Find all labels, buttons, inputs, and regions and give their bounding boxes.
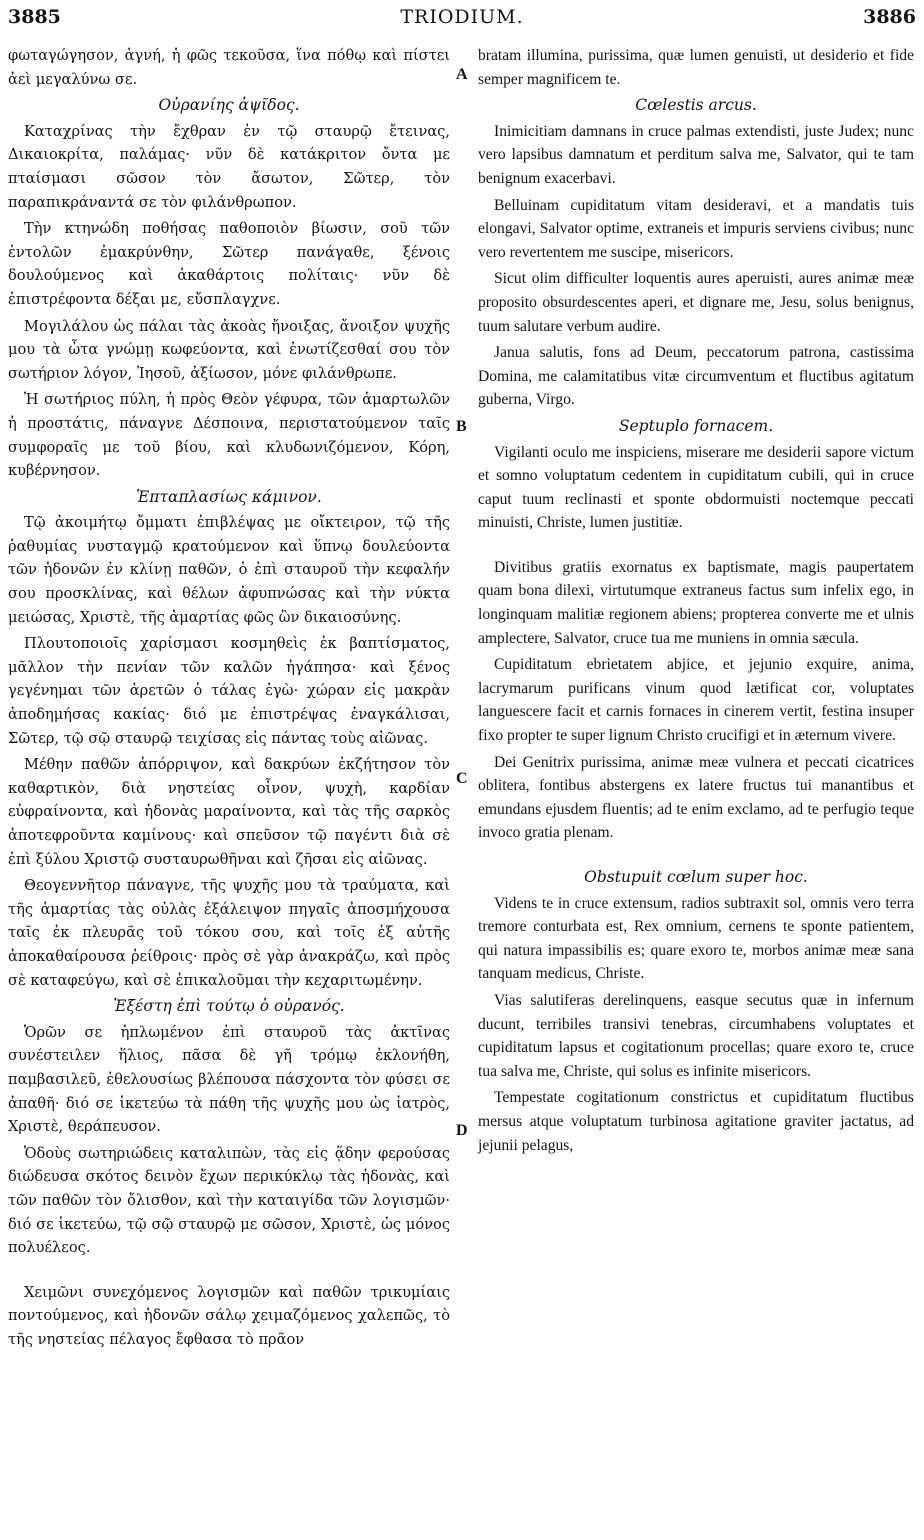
paragraph-gap bbox=[478, 538, 914, 556]
greek-paragraph: Ἡ σωτήριος πύλη, ἡ πρὸς Θεὸν γέφυρα, τῶν ἁμαρτωλῶν ἡ προστάτις, πάναγνε Δέσποινα, περιστατούμενον ταῖς συμφοραῖς με τοῦ βίου, καὶ κλυδωνιζόμενον, Κόρη, κυβέρνησον. bbox=[8, 391, 450, 480]
greek-paragraph: Τῷ ἀκοιμήτῳ ὄμματι ἐπιβλέψας με οἴκτειρον, τῷ τῆς ῥαθυμίας νυσταγμῷ κρατούμενον καὶ ὕπνῳ δουλεύοντα τῶν ἡδονῶν ἐν κλίνῃ παθῶν, ὁ ἐπὶ σταυροῦ τὴν κεφαλήν σου προσκλίνας, καὶ θέλων ἀφυπνώσας καὶ τὴν νύκτα μειώσας, Χριστὲ, τῆς ἁμαρτίας φῶς ὢν δικαιοσύνης. bbox=[8, 514, 450, 626]
section-marker-d: D bbox=[456, 1122, 468, 1139]
section-marker-a: A bbox=[456, 66, 468, 83]
latin-paragraph: Sicut olim difficulter loquentis aures aperuisti, aures animæ meæ proposito obsurdescentes aperi, et dignare me, Jesu, solus benignus, tuum salutare verbum audire. bbox=[478, 270, 914, 335]
page-header bbox=[0, 6, 924, 36]
greek-paragraph: Ὁδοὺς σωτηριώδεις καταλιπὼν, τὰς εἰς ᾅδην φερούσας διώδευσα σκότος δεινὸν ἔχων περικύκλῳ τὰς ἡδονὰς, καὶ τῶν παθῶν τὸν ὄλισθον, καὶ τὴν καταιγίδα τῶν λογισμῶν· διό σε ἱκετεύω, τῷ σῷ σταυρῷ με σῶσον, Χριστὲ, ὡς μόνος πολυέλεος. bbox=[8, 1144, 450, 1257]
latin-heading: Obstupuit cœlum super hoc. bbox=[584, 868, 808, 886]
latin-paragraph: Vigilanti oculo me inspiciens, miserare me desiderii sapore victum et somno voluptatum cedentem in cupiditatum cubili, qui in cruce caput tuum reclinasti et sponte obdormuisti noctemque peccati minuisti, Christe, lumen justitiæ. bbox=[478, 443, 914, 532]
section-marker-b: B bbox=[456, 418, 467, 435]
greek-paragraph: Καταχρίνας τὴν ἔχθραν ἐν τῷ σταυρῷ ἔτεινας, Δικαιοκρίτα, παλάμας· νῦν δὲ κατάκριτον ὄντα με πταίσμασι σῶσον τὸν ἄσωτον, Σῶτερ, τὸν παραπικράναντά σε τὸν φιλάνθρωπον. bbox=[8, 122, 450, 211]
paragraph-gap bbox=[8, 1263, 450, 1281]
latin-paragraph: Vias salutiferas derelinquens, easque secutus quæ in infernum ducunt, terribiles transivi tenebras, circumhabens voluptates et cupiditatum lapsus et cogitationum procellas; quare exoro te, cruce tua salva me, Christe, qui solus es infinite misericors. bbox=[478, 991, 914, 1080]
latin-heading: Cœlestis arcus. bbox=[635, 96, 757, 115]
latin-paragraph: Dei Genitrix purissima, animæ meæ vulnera et peccati cicatrices oblitera, fontibus abstergens ex latere fructus tui manantibus et emundans ejusdem fluentis; ad te enim exclamo, ad te perfugio teque invoco gratia plenam. bbox=[478, 753, 914, 842]
greek-column bbox=[8, 44, 450, 1354]
page-number-right: 3886 bbox=[863, 6, 916, 28]
page-number-left: 3885 bbox=[8, 6, 61, 28]
latin-paragraph: bratam illumina, purissima, quæ lumen genuisti, ut desiderio et fide semper magnificem te. bbox=[478, 47, 914, 88]
section-marker-c: C bbox=[456, 770, 468, 787]
latin-paragraph: Cupiditatum ebrietatem abjice, et jejunio exquire, anima, lacrymarum purificans vinum quod lætificat cor, voluptates languescere facit et carnis fornaces in cinerem vertit, festina insuper fixo propter te super lignum Christo crucifigi et in æternum vivere. bbox=[478, 656, 914, 745]
latin-column bbox=[478, 44, 914, 1160]
greek-paragraph: Χειμῶνι συνεχόμενος λογισμῶν καὶ παθῶν τρικυμίαις ποντούμενος, καὶ ἡδονῶν σάλῳ χειμαζόμενος χαλεπῶς, τὸ τῆς νηστείας πέλαγος ἔφθασα τὸ πρᾶον bbox=[8, 1283, 450, 1348]
greek-paragraph: φωταγώγησον, ἁγνή, ἡ φῶς τεκοῦσα, ἵνα πόθῳ καὶ πίστει ἀεὶ μεγαλύνω σε. bbox=[8, 47, 450, 88]
latin-paragraph: Belluinam cupiditatum vitam desideravi, et a mandatis tuis elongavi, Salvator optime, extraneis et impuris serviens civibus; nunc vero revertentem me suscipe, misericors. bbox=[478, 196, 914, 261]
latin-heading: Septuplo fornacem. bbox=[618, 416, 774, 435]
latin-paragraph: Inimicitiam damnans in cruce palmas extendisti, juste Judex; nunc vero lapsibus damnatum et perditum salva me, Salvator, qui te tam benignum exacerbavi. bbox=[478, 122, 914, 187]
latin-paragraph: Videns te in cruce extensum, radios subtraxit sol, omnis vero terra tremore conturbata est, Rex omnium, cernens te sponte patientem, qui natura impassibilis es; quare exoro te, morbos animæ meæ sana tanquam medicus, Christe. bbox=[478, 894, 914, 983]
greek-heading: Οὐρανίης ἀψῖδος. bbox=[158, 96, 300, 115]
latin-paragraph: Janua salutis, fons ad Deum, peccatorum patrona, castissima Domina, me calamitatibus vitæ circumventum et fluctibus agitatum guberna, Virgo. bbox=[478, 344, 914, 409]
latin-paragraph: Tempestate cogitationum constrictus et cupiditatum fluctibus mersus atque voluptatum turbinosa agitatione graviter jactatus, ad jejunii pelagus, bbox=[478, 1089, 914, 1154]
greek-paragraph: Μέθην παθῶν ἀπόρριψον, καὶ δακρύων ἐκζήτησον τὸν καθαρτικὸν, διὰ νηστείας οἶνον, ψυχὴ, καρδίαν εὐφραίνοντα, καὶ ἡδονὰς μαραίνοντα, καὶ τὰς τῆς σαρκὸς ἀποτεφροῦντα καμίνους· καὶ σπεῦσον τῷ παγέντι διὰ σὲ ἐπὶ ξύλου Χριστῷ συσταυρωθῆναι καὶ ζῆσαι εἰς αἰῶνας. bbox=[8, 756, 450, 868]
greek-paragraph: Μογιλάλου ὡς πάλαι τὰς ἀκοὰς ἤνοιξας, ἄνοιξον ψυχῆς μου τὰ ὦτα γνώμῃ κωφεύοντα, καὶ ἐνωτίζεσθαί σου τὸν σωτήριον λόγον, Ἰησοῦ, ἀξίωσον, μόνε φιλάνθρωπε. bbox=[8, 317, 450, 382]
greek-paragraph: Πλουτοποιοῖς χαρίσμασι κοσμηθεὶς ἐκ βαπτίσματος, μᾶλλον τὴν πενίαν τῶν καλῶν ἠγάπησα· καὶ ξένος γεγένημαι τῶν ἀρετῶν ὁ τάλας ἐγὼ· χώραν εἰς μακρὰν ἀποδημήσας κακίας· διό με ἐπιστρέψας ἐναγκάλισαι, Σῶτερ, τῷ σῷ σταυρῷ τειχίσας εἰς πάντας τοὺς αἰῶνας. bbox=[8, 635, 450, 747]
greek-heading: Ἑπταπλασίως κάμινον. bbox=[136, 487, 322, 506]
paragraph-gap bbox=[478, 848, 914, 866]
greek-paragraph: Θεογεννῆτορ πάναγνε, τῆς ψυχῆς μου τὰ τραύματα, καὶ τῆς ἁμαρτίας τὰς οὐλὰς ἐξάλειψον πηγαῖς ἀποσμήχουσα ταῖς ἐκ πλευρᾶς τοῦ τόκου σου, καὶ τοῖς ἐξ αὐτῆς ἀποκαθαίρουσα ῥείθροις· πρὸς σὲ γὰρ ἀνακράζω, καὶ πρὸς σὲ καταφεύγω, καὶ σὲ ἐπικαλοῦμαι τὴν κεχαριτωμένην. bbox=[8, 877, 450, 989]
greek-heading: Ἐξέστη ἐπὶ τούτῳ ὁ οὐρανός. bbox=[113, 997, 345, 1016]
greek-paragraph: Τὴν κτηνώδη ποθήσας παθοποιὸν βίωσιν, σοῦ τῶν ἐντολῶν ἐμακρύνθην, Σῶτερ πανάγαθε, ξένοις δουλούμενος καὶ ἀκαθάρτοις πολίταις· νῦν δὲ ἐπιστρέφοντα δέξαι με, εὔσπλαγχνε. bbox=[8, 220, 450, 308]
running-title: TRIODIUM. bbox=[400, 6, 524, 28]
latin-paragraph: Divitibus gratiis exornatus ex baptismate, magis paupertatem quam bona dilexi, virtutumque extraneus factus sum infelix ego, in longinquam malitiæ regionem abiens; propterea converte me et ulnis amplectere, Salvator, cruce tua me muniens in omnia sæcula. bbox=[478, 558, 914, 647]
greek-paragraph: Ὁρῶν σε ἡπλωμένον ἐπὶ σταυροῦ τὰς ἀκτῖνας συνέστειλεν ἥλιος, πᾶσα δὲ γῆ τρόμῳ ἐκλονήθη, παμβασιλεῦ, ἐθελουσίως βλέπουσα πάσχοντα τὸν φύσει σε ἀπαθῆ· διό σε ἱκετεύω τὰ πάθη τῆς ψυχῆς μου ὡς ἰατρὸς, Χριστὲ, θεράπευσον. bbox=[8, 1023, 450, 1136]
